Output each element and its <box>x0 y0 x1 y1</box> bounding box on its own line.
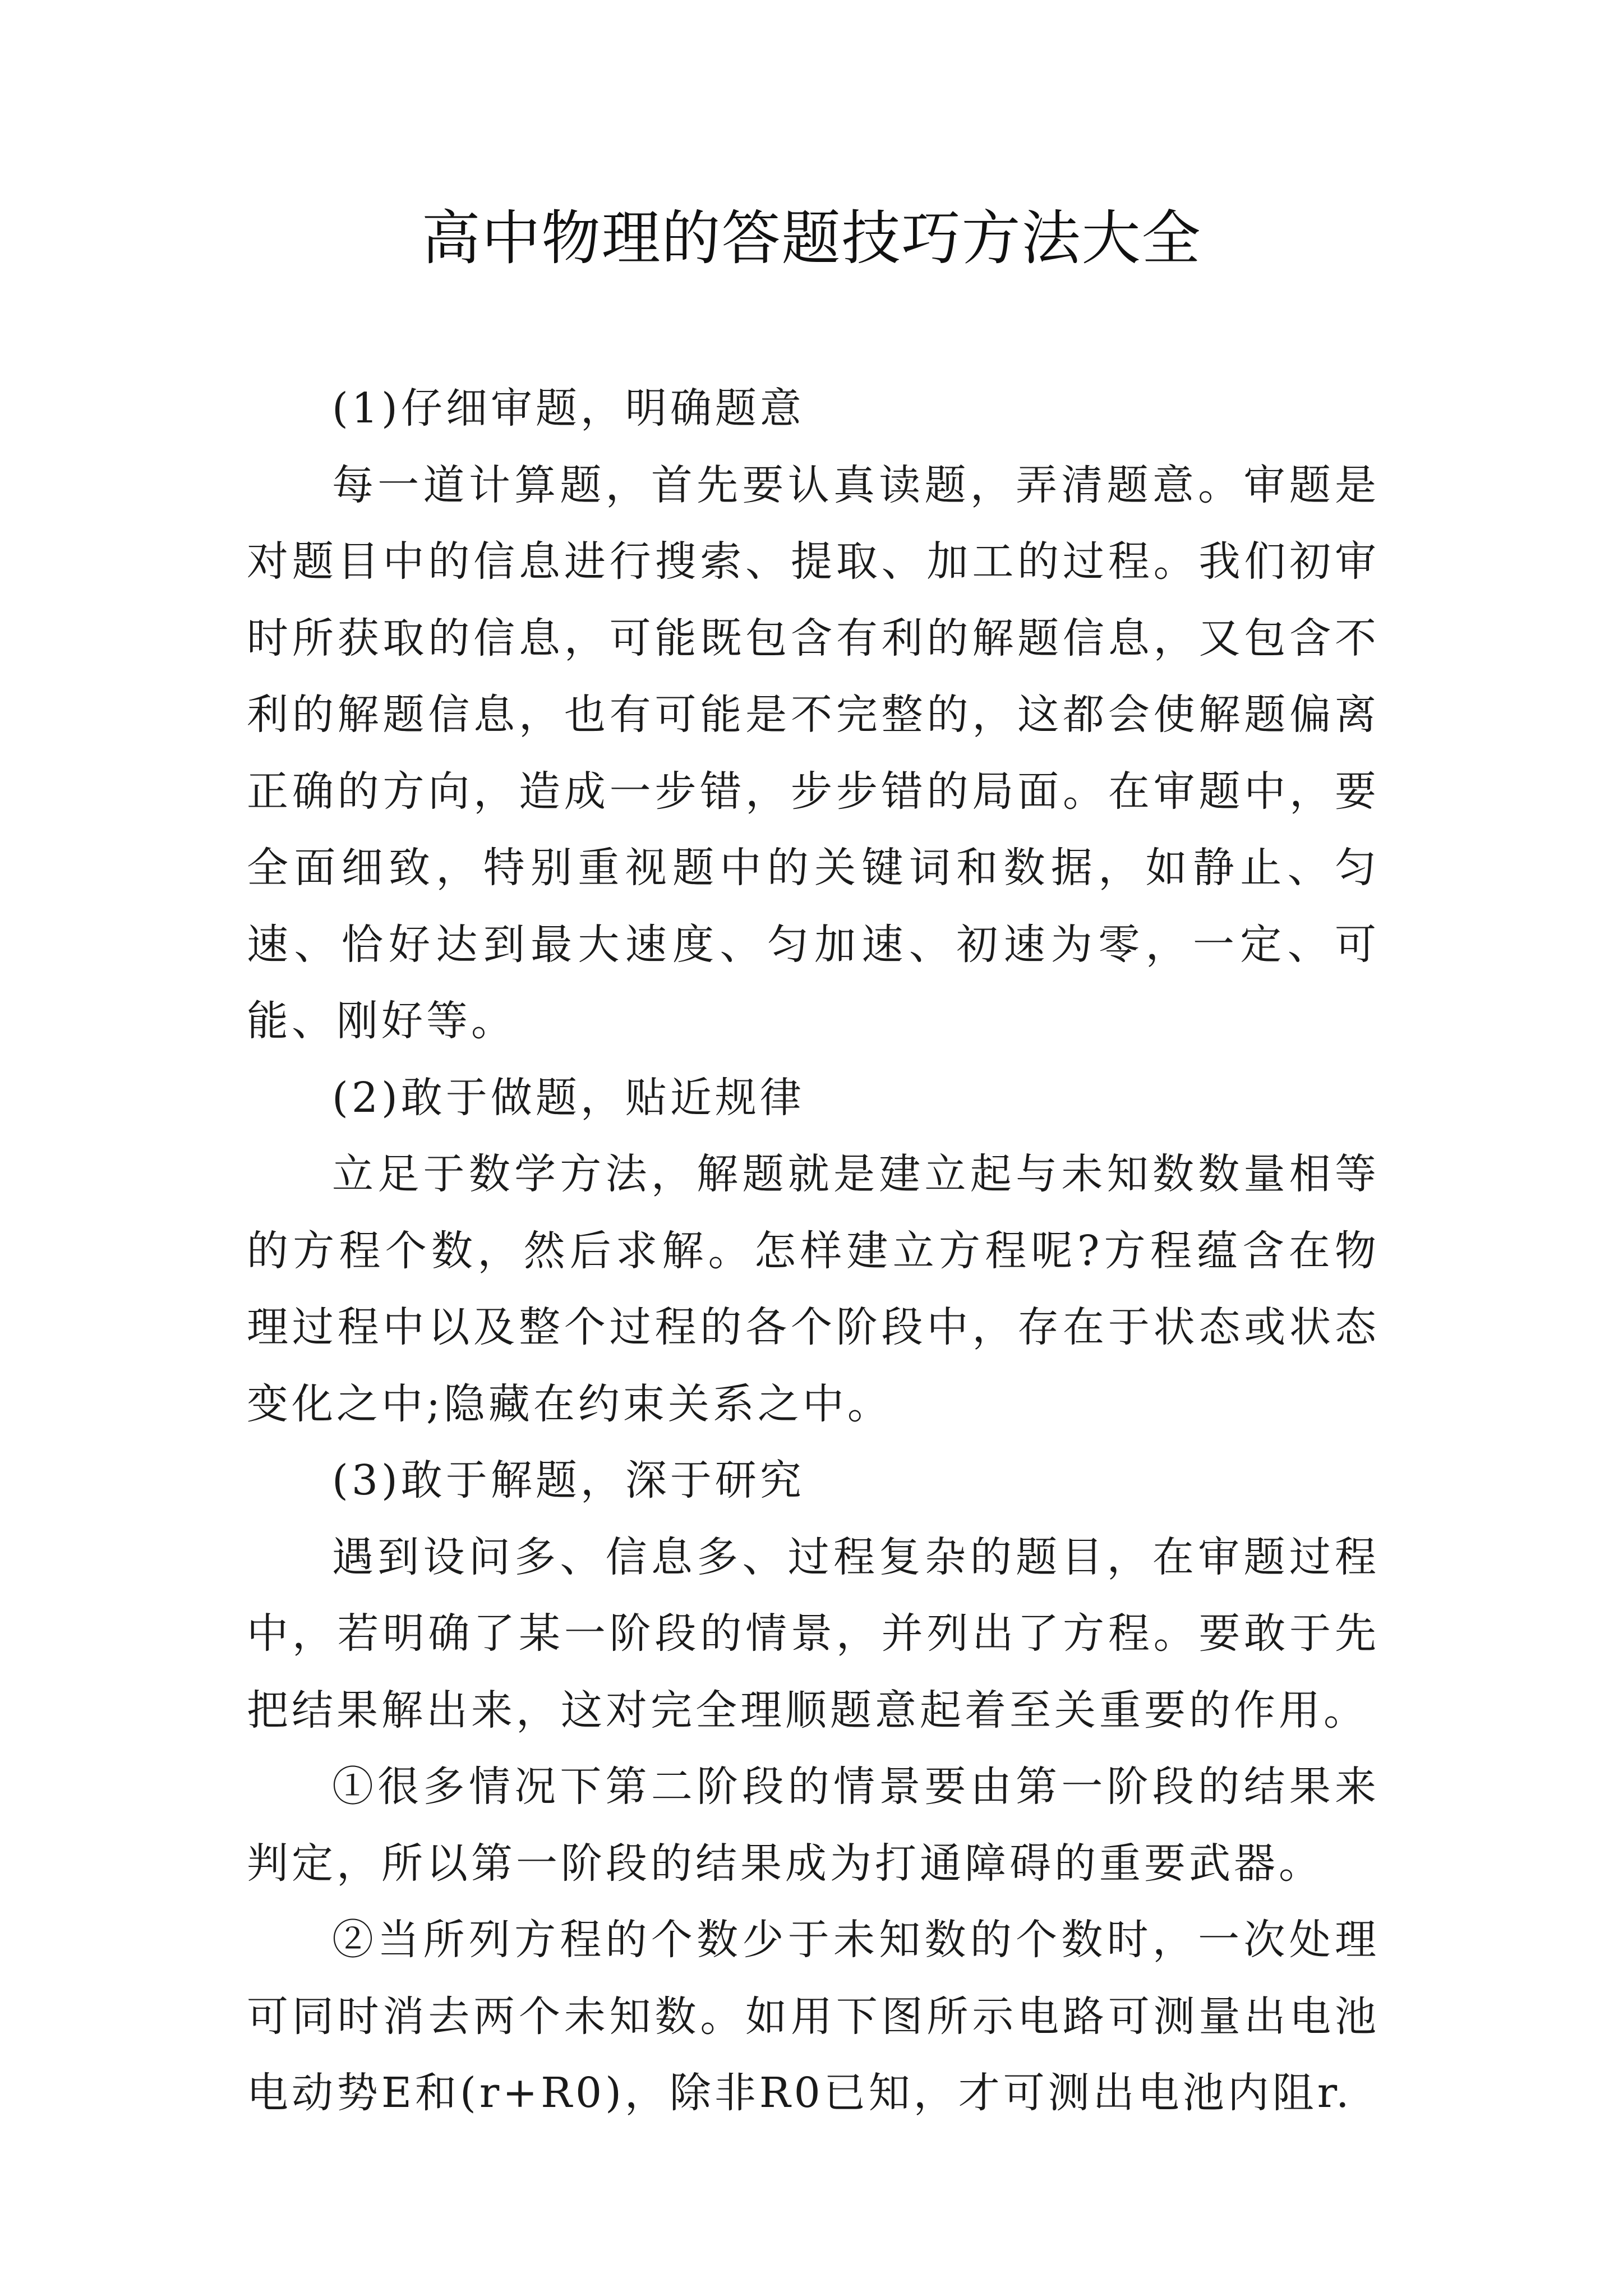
heading-1-careful-review: (1)仔细审题，明确题意 <box>332 384 805 432</box>
point-2-elimination: ②当所列方程的个数少于未知数的个数时，一次处理可同时消去两个未知数。如用下图所示电路可测量出电池电动势E和(r+R0)，除非R0已知，才可测出电池内阻r. <box>247 1916 1380 2117</box>
heading-2-dare-to-solve: (2)敢于做题，贴近规律 <box>332 1073 805 1122</box>
heading-3-deep-research: (3)敢于解题，深于研究 <box>332 1456 805 1504</box>
point-1-first-stage: ①很多情况下第二阶段的情景要由第一阶段的结果来判定，所以第一阶段的结果成为打通障碍的重要武器。 <box>247 1763 1380 1888</box>
document-body <box>247 370 1380 2132</box>
paragraph-review-details: 每一道计算题，首先要认真读题，弄清题意。审题是对题目中的信息进行搜索、提取、加工的过程。我们初审时所获取的信息，可能既包含有利的解题信息，又包含不利的解题信息，也有可能是不完整的，这都会使解题偏离正确的方向，造成一步错，步步错的局面。在审题中，要全面细致，特别重视题中的关键词和数据，如静止、匀速、恰好达到最大速度、匀加速、初速为零，一定、可能、刚好等。 <box>247 461 1380 1045</box>
paragraph-equations: 立足于数学方法，解题就是建立起与未知数数量相等的方程个数，然后求解。怎样建立方程呢?方程蕴含在物理过程中以及整个过程的各个阶段中，存在于状态或状态变化之中;隐藏在约束关系之中。 <box>247 1150 1380 1428</box>
paragraph-complex-problems: 遇到设问多、信息多、过程复杂的题目，在审题过程中，若明确了某一阶段的情景，并列出了方程。要敢于先把结果解出来，这对完全理顺题意起着至关重要的作用。 <box>247 1533 1380 1734</box>
document-title: 高中物理的答题技巧方法大全 <box>421 204 1202 273</box>
